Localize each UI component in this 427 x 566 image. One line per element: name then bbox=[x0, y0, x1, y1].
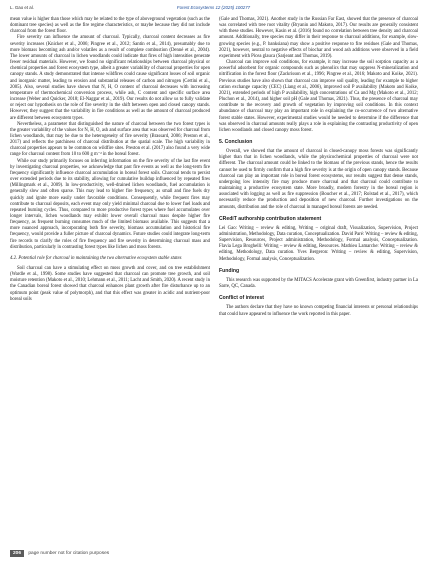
running-header bbox=[10, 5, 417, 14]
funding-heading: Funding bbox=[219, 267, 240, 274]
coi-heading: Conflict of interest bbox=[219, 295, 264, 302]
paragraph: Soil charcoal can have a stimulating effect on moss growth and cover, and on tree establishment (Wardle et al., 1998). Some studies have suggested that charcoal can promote tree growth, and soil moisture retention (Makoto et al., 2010; Lehmann et al., 2011; Lacht and Smith, 2020). A recent study in the Canadian boreal forest showed that charcoal enhances plant growth after fire disturbance up to an optimum point (peak value of polymorph), and that this effect was greater in acidic and nutrient-poor boreal soils bbox=[10, 265, 210, 302]
page-number: 206 bbox=[10, 550, 24, 557]
conclusion-paragraph: Overall, we showed that the amount of charcoal in closed-canopy moss forests was significantly higher than that in lichen woodlands, while the physicochemical properties of charcoal were not different. The charcoal amount could be linked to the biomass of the previous stands, hence the results cannot be used to firmly confirm that a high fire severity is at the origin of open canopy stands. Because charcoal can play an important role in boreal forest ecosystems, our results suggest that dense stands, undergoing low intensity fire may produce more charcoal and that charcoal could contribute to maintaining a productive ecosystem state. More broadly, modern forestry in the boreal region is associated with logging as well as fire suppression (Boucher et al., 2017; Rolstad et al., 2017), which necessarily reduce the production and deposition of new charcoal. Further investigations on the amounts, distribution and the role of charcoal in managed boreal forests are needed. bbox=[219, 149, 418, 210]
funding-paragraph: This research was supported by the MITACS Accelerate grant with Greenfirst, industry partner in La Sarre, QC, Canada. bbox=[219, 277, 418, 290]
right-column bbox=[219, 17, 418, 318]
credit-heading: CRediT authorship contribution statement bbox=[219, 215, 322, 222]
paragraph: mean value is higher than those which may be related to the type of aboveground vegetation (such as the dominant tree species) as well as the fire regime characteristics, or maybe because they did not include charcoal from the forest floor. bbox=[10, 17, 210, 35]
paragraph: Charcoal can improve soil conditions, for example, it may increase the soil sorption capacity as a powerful adsorbent for organic compounds such as phenolics that may suppress N-mineralization and nitrification in the forest floor (Zackrisson et al., 1996; Pingree et al., 2016; Makoto and Koike, 2021). Previous studies have also shown that charcoal can improve soil quality, leading for example to higher cation exchange capacity (CEC) (Liang et al., 2006), improved soil P availability (Makoto and Koike, 2021), extended periods of high P availability, high concentrations of Ca and Mg (Makoto et al., 2012; Pluchon et al., 2014), and higher soil pH (Gale and Thomas, 2021). Thus, the presence of charcoal may contribute to the recovery and growth of vegetation by improving soil conditions. In this context abundance of charcoal may play an important role in explaining the co-occurrence of two alternative forest stable states. However, experimental studies would be needed to determine if the difference that was observed in charcoal amounts really plays a role in explaining the contrasting productivity of open lichen woodlands and closed canopy moss forest. bbox=[219, 60, 418, 133]
conclusion-heading: 5. Conclusion bbox=[219, 138, 253, 145]
left-column bbox=[10, 17, 210, 303]
paragraph: While our study primarily focuses on inferring information on the fire severity of the last fire event by investigating charcoal properties, we acknowledge that past fire events as well as the long-term fire frequency significantly influence charcoal accumulation in boreal forest soils. Charcoal tends to persist over extended periods due to its stability, allowing for cumulative buildup influenced by repeated fires (Millingmark et al., 2009). In low-productivity, well-drained lichen woodlands, fuel accumulation is generally slow and often sparse. This may lead to higher fire frequency, as small and fine fuels dry quickly and ignite more easily under favorable conditions. Consequently, while frequent fires may contribute to charcoal deposits, each event may only yield minimal charcoal due to lower fuel loads and repeated burning cycles. Thus, compared to more productive forest types where fuel accumulates over longer intervals, lichen woodlands may exhibit lower overall charcoal mass despite higher fire frequency, as frequent burning consumes much of the limited biomass available. This suggests that a more nuanced approach, incorporating both fire severity, biomass accumulation and historical fire frequency, would provide a fuller picture of charcoal dynamics. Future studies could integrate long-term fire records to clarify the roles of fire frequency and fire severity in determining charcoal mass and distribution, particularly in contrasting forest types like lichen and moss forests. bbox=[10, 158, 210, 250]
header-authors: L. Gao et al. bbox=[10, 5, 34, 10]
paragraph: Nevertheless, a parameter that distinguished the nature of charcoal between the two forest types is the greater variability of the values for N, H, O, ash and surface area that was observed for charcoal from lichen woodlands, that may be due to the heterogeneity of fire severity (Brassard, 2006; Preston et al., 2017) and reflects the patchiness of charcoal distribution at the spatial scale. The high variability in charcoal properties appears to be common on wildfire sites. Preston et al. (2017) also found a very wide range for charcoal content from 10 to 600 g m⁻² in the boreal forest. bbox=[10, 121, 210, 158]
subsection-heading: 4.2. Potential role for charcoal in maintaining the two alternative ecosystem stable states bbox=[10, 255, 182, 261]
footer-text: page number not for citation purposes bbox=[28, 551, 110, 556]
paragraph: Fire severity can influence the amount of charcoal. Typically, charcoal content decreases as fire severity increases (Knicker et al., 2006; Pingree et al., 2012; Santin et al., 2014), presumably due to more biomass becoming ash and/or volatiles as a result of complete combustion (Denné et al., 2004). The lower amounts of charcoal in lichen woodlands could indicate that fires of high intensities generate fewer residual materials. However, we found no significant relationships between charcoal physical or chemical properties and forest ecosystem type, albeit a greater variability of charcoal properties for open canopy stands. A study demonstrated that intense wildfires could cause significant losses of soil organic and inorganic matter, leading to erosion and substantial releases of carbon and nitrogen (Certini et al., 2005). Also, several studies have shown that N, H, O content of charcoal decreases with increasing temperature of thermochemical conversion process, while ash, C content and specific surface area increase (Weber and Quicker, 2018; El-Naggar et al., 2019). Our results do not allow us to fully validate or reject our hypothesis on the role of fire severity in the shift between open and closed canopy stands. However, they suggest that the variability in fire conditions as well as the amount of charcoal produced are different between ecosystem types. bbox=[10, 35, 210, 121]
paragraph: (Gale and Thomas, 2021). Another study in the Russian Far East, showed that the presence of charcoal was correlated with tree root vitality (Bryanin and Makoto, 2017). Our results are generally consistent with these studies. However, Kasin et al. (2016) found no correlation between tree density and charcoal amount. Additionally, tree species may differ in their response to charcoal additions, for example, slow-growing species (e.g., P. banksiana) may show a positive response to fire residues (Gale and Thomas, 2021), however, neutral to negative effects of biochar and wood ash additions were observed in a field experiment with Picea glauca (Sarjeant and Thomas, 2019). bbox=[219, 17, 418, 59]
coi-paragraph: The authors declare that they have no known competing financial interests or personal relationships that could have appeared to influence the work reported in this paper. bbox=[219, 305, 418, 317]
credit-paragraph: Lei Gao: Writing – review & editing, Writing – original draft, Visualization, Supervision, Project administration, Methodology, Data curation, Conceptualization. David Paré: Writing – review & editing, Supervision, Resources, Project administration, Methodology, Formal analysis, Conceptualization. Flavia Lega Broghelli: Writing – review & editing, Resources. Mathieu Lamarche: Writing – review & editing, Methodology, Data curation. Yves Bergeron: Writing – review & editing, Supervision, Methodology, Formal analysis, Conceptualization. bbox=[219, 225, 418, 262]
header-journal[interactable]: Forest Ecosystems 12 (2025) 100277 bbox=[176, 5, 251, 10]
page-footer bbox=[10, 550, 417, 560]
